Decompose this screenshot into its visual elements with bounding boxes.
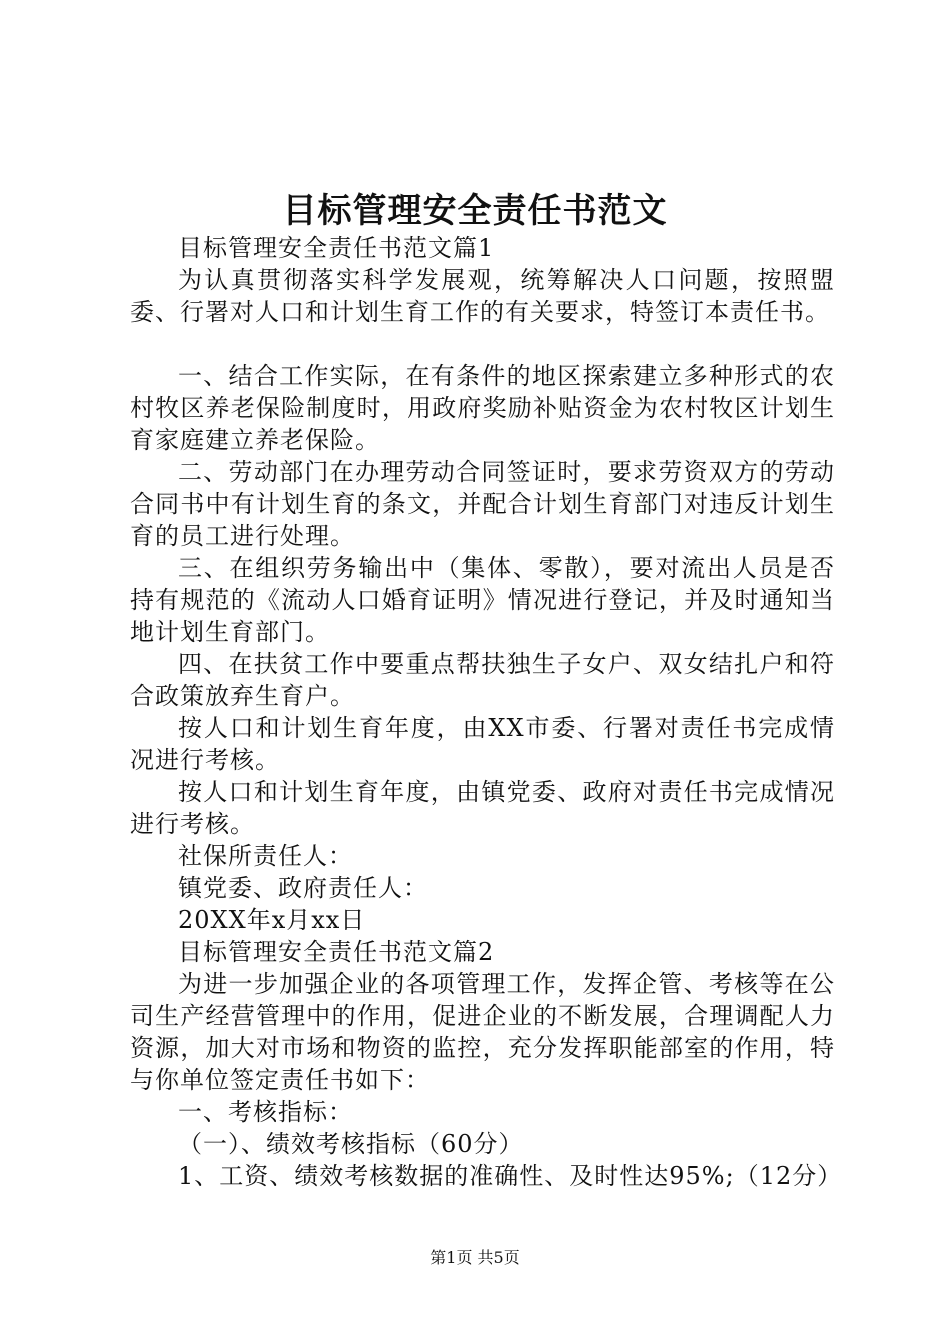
list-item: 1、工资、绩效考核数据的准确性、及时性达95%;（12分） <box>178 1162 843 1190</box>
paragraph: 二、劳动部门在办理劳动合同签证时，要求劳资双方的劳动合同书中有计划生育的条文，并配合计划生育部门对违反计划生育的员工进行处理。 <box>130 458 835 550</box>
document-title: 目标管理安全责任书范文 <box>282 191 668 231</box>
list-heading: 一、考核指标： <box>178 1098 353 1126</box>
section-heading: 目标管理安全责任书范文篇1 <box>178 234 495 262</box>
document-body <box>130 232 843 1192</box>
paragraph: 按人口和计划生育年度，由镇党委、政府对责任书完成情况进行考核。 <box>130 778 835 838</box>
date-line: 20XX年x月xx日 <box>178 906 366 934</box>
paragraph: 为认真贯彻落实科学发展观，统筹解决人口问题，按照盟委、行署对人口和计划生育工作的有关要求，特签订本责任书。 <box>130 266 835 326</box>
paragraph: 按人口和计划生育年度，由XX市委、行署对责任书完成情况进行考核。 <box>130 714 835 774</box>
paragraph: 四、在扶贫工作中要重点帮扶独生子女户、双女结扎户和符合政策放弃生育户。 <box>130 650 835 710</box>
paragraph: 三、在组织劳务输出中（集体、零散），要对流出人员是否持有规范的《流动人口婚育证明》情况进行登记，并及时通知当地计划生育部门。 <box>130 554 835 646</box>
section-heading: 目标管理安全责任书范文篇2 <box>178 938 495 966</box>
paragraph-gap <box>130 328 835 360</box>
signature-line: 社保所责任人： <box>178 842 353 870</box>
list-subheading: （一）、绩效考核指标（60分） <box>178 1130 524 1158</box>
paragraph: 为进一步加强企业的各项管理工作，发挥企管、考核等在公司生产经营管理中的作用，促进企业的不断发展，合理调配人力资源，加大对市场和物资的监控，充分发挥职能部室的作用，特与你单位签定责任书如下： <box>130 970 835 1094</box>
signature-line: 镇党委、政府责任人： <box>178 874 428 902</box>
paragraph: 一、结合工作实际，在有条件的地区探索建立多种形式的农村牧区养老保险制度时，用政府奖励补贴资金为农村牧区计划生育家庭建立养老保险。 <box>130 362 835 454</box>
page-number: 第1页 共5页 <box>430 1248 520 1267</box>
